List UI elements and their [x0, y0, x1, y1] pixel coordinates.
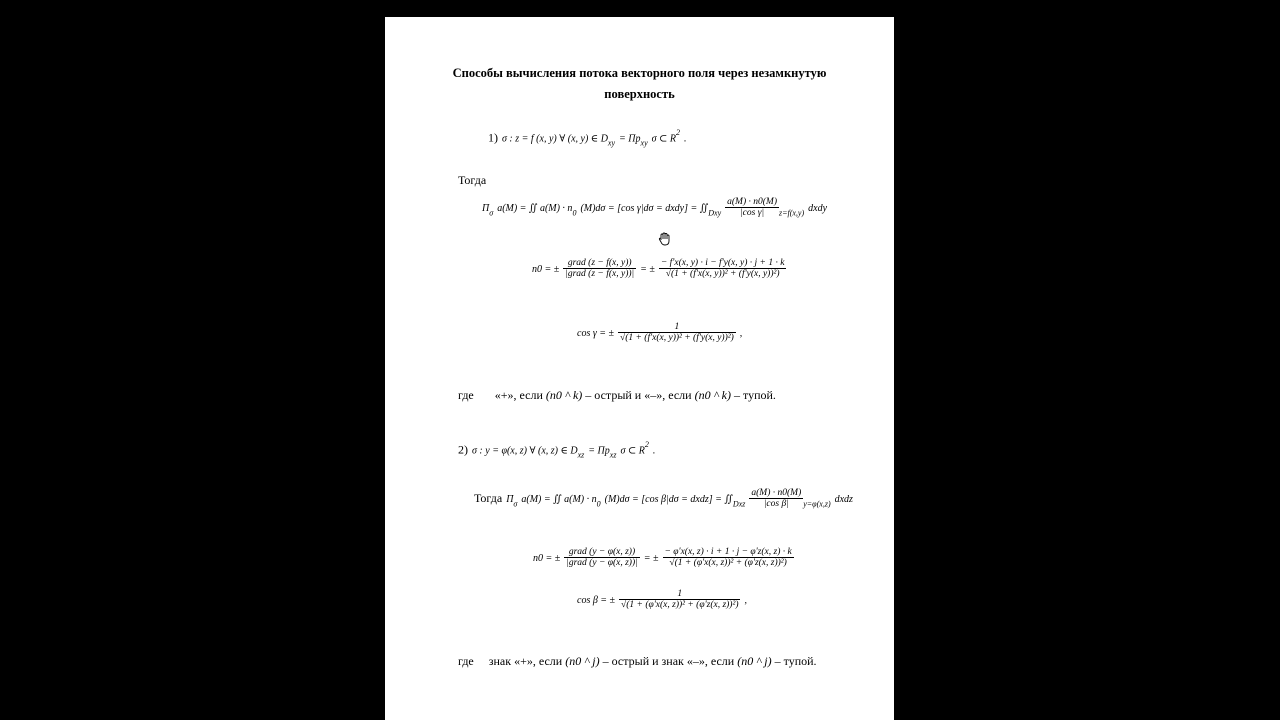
cos2-den: √(1 + (φ'x(x, z))² + (φ'z(x, z))²)	[621, 600, 739, 610]
flux1-mid: (M)dσ = [cos γ|dσ = dxdy] = ∬	[580, 203, 709, 215]
flux2-vec: a(M) = ∬ a(M) · n	[521, 494, 597, 506]
case2-end: .	[652, 445, 656, 457]
cos1-formula	[577, 322, 742, 343]
where2-gde: где	[458, 654, 474, 668]
case1-proj-sub: xy	[640, 138, 648, 148]
flux1-zero: 0	[572, 208, 577, 218]
togda-2: Тогда	[474, 491, 503, 506]
flux1-domain: D	[708, 208, 715, 218]
hand-cursor-icon	[657, 231, 673, 247]
cos2-end: ,	[744, 595, 747, 607]
flux2-mid: (M)dσ = [cos β|dσ = dxdz] = ∬	[604, 494, 733, 506]
case2-number: 2)	[458, 442, 468, 457]
cos1-num: 1	[618, 322, 736, 333]
where1-line	[458, 388, 776, 403]
flux2-zero: 0	[596, 499, 601, 509]
cos2-formula	[577, 589, 747, 610]
cos2-num: 1	[619, 589, 740, 600]
title-line-2: поверхность	[604, 87, 675, 101]
flux1-domain-sub: xy	[714, 208, 722, 218]
flux2-domain-sub: xz	[738, 499, 746, 509]
flux2-lhs-sub: σ	[513, 499, 518, 509]
case2-sup: 2	[644, 440, 649, 449]
where1-obtuse: – тупой.	[733, 388, 776, 402]
normal1-frac1-den: |grad (z − f(x, y))|	[565, 269, 635, 279]
flux2-lhs: П	[506, 494, 514, 506]
normal2-lhs: n0 = ±	[533, 553, 561, 565]
flux2-frac-den: |cos β|	[763, 499, 789, 509]
flux1-frac-den: |cos γ|	[740, 208, 765, 218]
flux2-frac-num: a(M) · n0(M)	[751, 488, 802, 498]
normal1-frac1-num: grad (z − f(x, y))	[563, 258, 636, 269]
where2-acute: – острый и знак «–», если	[602, 654, 735, 668]
normal1-formula	[532, 258, 786, 279]
normal2-frac1-den: |grad (y − φ(x, z))|	[566, 558, 638, 568]
normal2-formula	[533, 547, 794, 568]
normal1-frac2-num: − f'x(x, y) · i − f'y(x, y) · j + 1 · k	[660, 258, 785, 268]
where2-angle1: (n0 ^ j)	[565, 654, 600, 668]
cos1-lhs: cos γ = ±	[577, 328, 615, 340]
normal1-frac1	[563, 258, 636, 279]
case1-tail: σ ⊂ R	[651, 133, 677, 145]
where2-line	[458, 654, 817, 669]
normal2-frac2-num: − φ'x(x, z) · i + 1 · j − φ'z(x, z) · k	[664, 547, 792, 557]
flux2-fraction	[749, 488, 803, 509]
case2-line	[458, 440, 655, 460]
normal2-eq: = ±	[643, 553, 659, 565]
case2-surface: σ : y = φ(x, z) ∀ (x, z) ∈ D	[472, 445, 578, 457]
flux1-formula	[482, 197, 827, 218]
title-line-1: Способы вычисления потока векторного поля через незамкнутую	[452, 66, 827, 80]
flux1-lhs-sub: σ	[489, 208, 494, 218]
flux2-eval: y=φ(x,z)	[803, 499, 831, 509]
normal2-frac1-num: grad (y − φ(x, z))	[564, 547, 640, 558]
where2-plus: знак «+», если	[488, 654, 563, 668]
where1-plus: «+», если	[494, 388, 543, 402]
where1-acute: – острый и «–», если	[585, 388, 692, 402]
case1-end: .	[684, 133, 687, 145]
cos2-fraction	[619, 589, 740, 610]
case1-number: 1)	[488, 130, 498, 145]
document-page	[385, 17, 894, 720]
cos1-den: √(1 + (f'x(x, y))² + (f'y(x, y))²)	[620, 333, 734, 343]
flux1-vec: a(M) = ∬ a(M) · n	[497, 203, 573, 215]
normal1-frac2	[659, 258, 787, 279]
normal2-frac2	[663, 547, 794, 568]
flux2-tail: dxdz	[834, 494, 853, 506]
cos2-lhs: cos β = ±	[577, 595, 616, 607]
case2-sub: xz	[577, 450, 585, 460]
togda-1: Тогда	[458, 173, 487, 187]
flux2-domain: D	[732, 499, 739, 509]
normal1-frac2-den: √(1 + (f'x(x, y))² + (f'y(x, y))²)	[665, 269, 780, 279]
flux1-frac-num: a(M) · n0(M)	[727, 197, 777, 207]
case2-tail: σ ⊂ R	[620, 445, 645, 457]
flux1-fraction	[725, 197, 779, 218]
where2-obtuse: – тупой.	[774, 654, 817, 668]
case1-sub: xy	[607, 138, 616, 148]
where1-angle1: (n0 ^ k)	[545, 388, 583, 402]
normal2-frac2-den: √(1 + (φ'x(x, z))² + (φ'z(x, z))²)	[669, 558, 787, 568]
normal2-frac1	[564, 547, 640, 568]
flux2-formula	[474, 488, 853, 509]
where1-gde: где	[458, 388, 474, 402]
case1-sup: 2	[676, 128, 681, 137]
case2-proj: = Пр	[588, 445, 610, 457]
case1-proj: = Пр	[619, 133, 641, 145]
flux1-tail: dxdy	[808, 203, 828, 215]
cos1-fraction	[618, 322, 736, 343]
where2-angle2: (n0 ^ j)	[737, 654, 772, 668]
case1-surface: σ : z = f (x, y) ∀ (x, y) ∈ D	[502, 133, 608, 145]
where1-angle2: (n0 ^ k)	[694, 388, 731, 402]
normal1-lhs: n0 = ±	[532, 264, 560, 276]
flux1-eval: z=f(x,y)	[778, 208, 805, 218]
case2-proj-sub: xz	[609, 450, 617, 460]
normal1-eq: = ±	[640, 264, 655, 276]
flux1-lhs: П	[482, 203, 490, 215]
cos1-end: ,	[739, 328, 743, 340]
case1-line	[488, 128, 687, 148]
